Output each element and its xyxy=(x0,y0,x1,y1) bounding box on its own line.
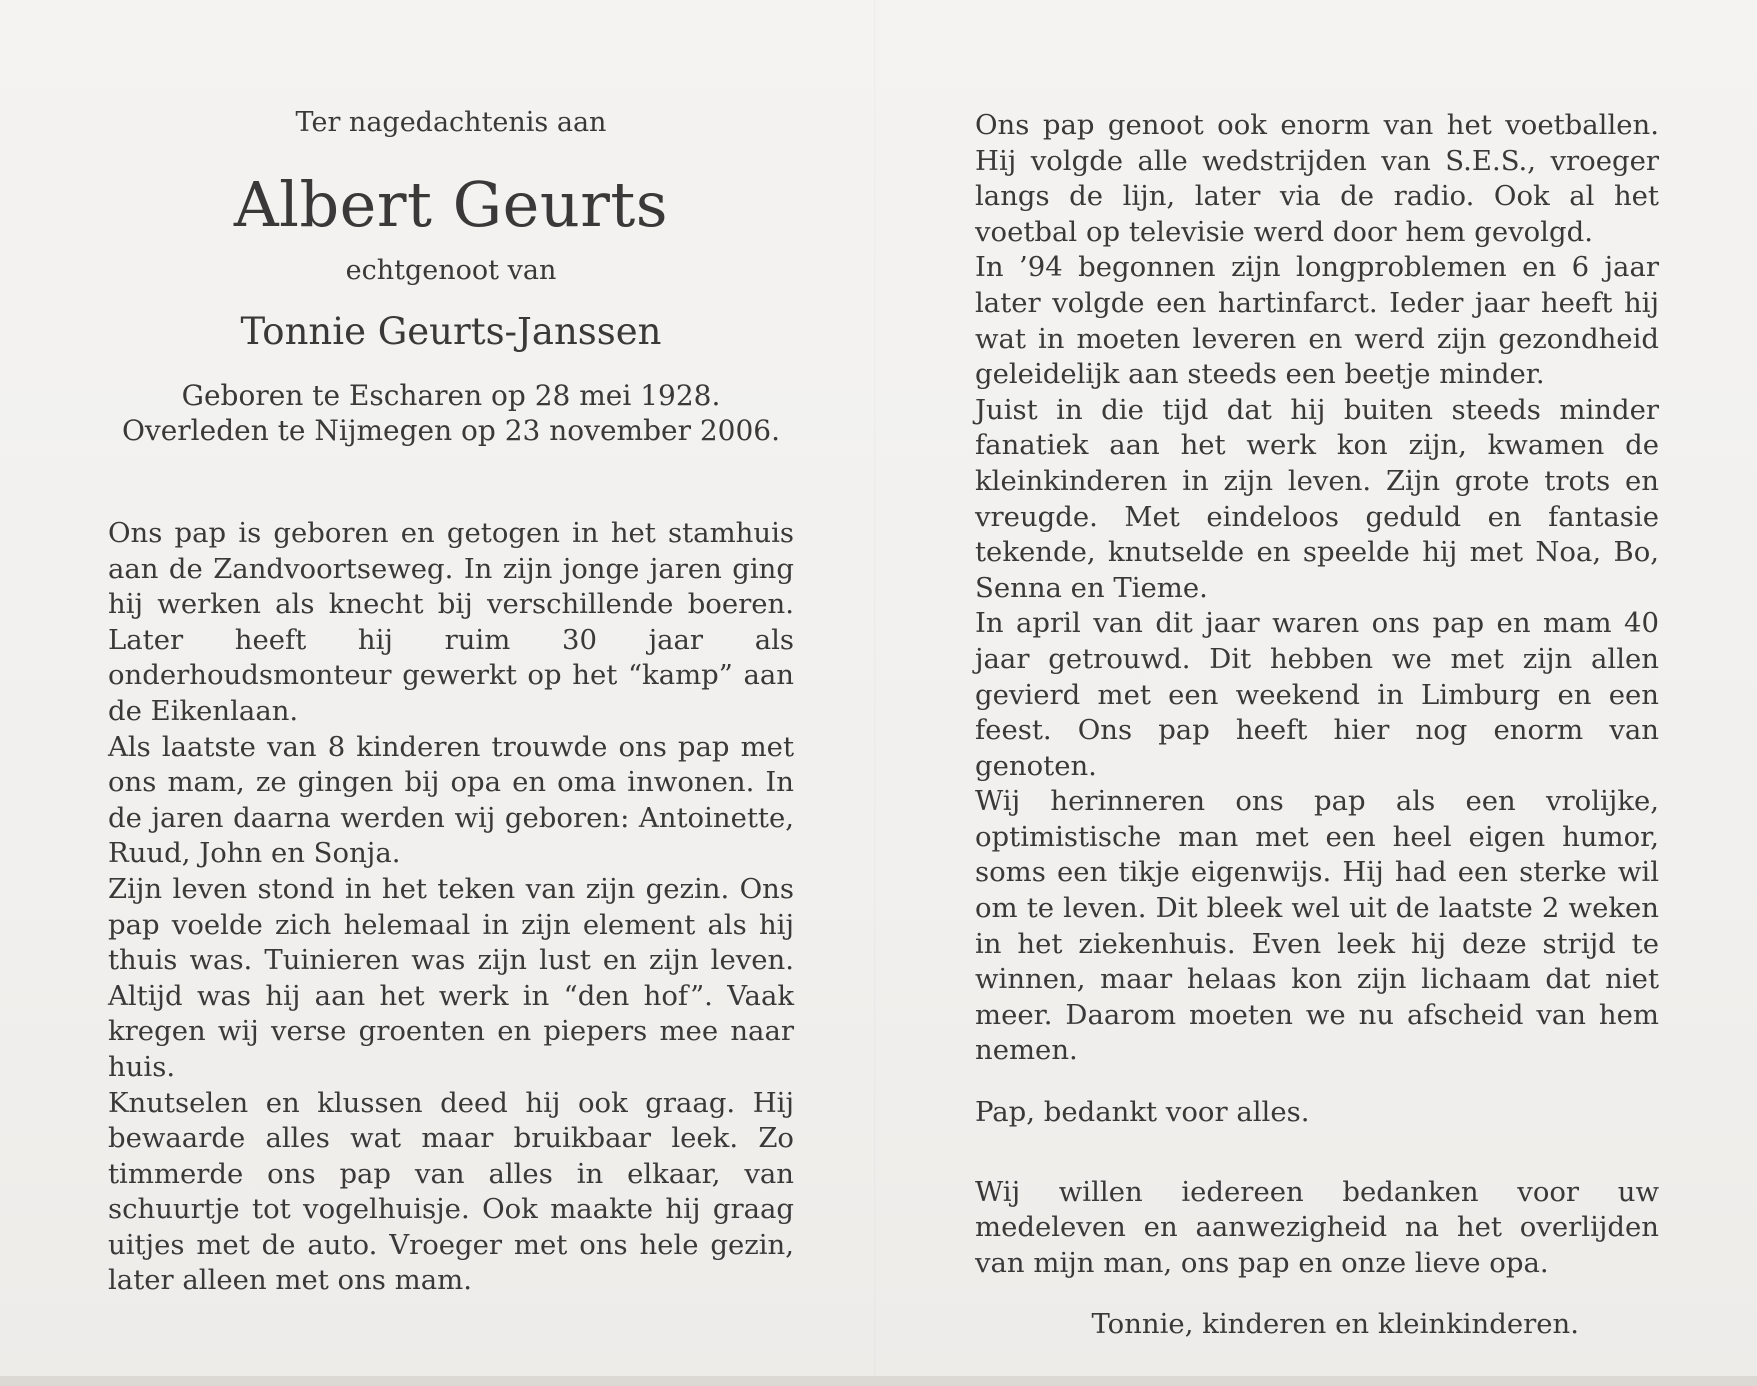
paragraph: Als laatste van 8 kinderen trouwde ons pap met ons mam, ze gingen bij opa en oma inwonen. In de jaren daarna werden wij geboren: Antoinette, Ruud, John en Sonja. xyxy=(108,730,794,870)
life-dates xyxy=(108,378,794,448)
right-page xyxy=(975,108,1659,1343)
spouse-name: Tonnie Geurts-Janssen xyxy=(240,310,662,353)
memorial-header xyxy=(108,106,794,448)
paragraph: Knutselen en klussen deed hij ook graag. Hij bewaarde alles wat maar bruikbaar leek. Zo timmerde ons pap van alles in elkaar, van schuurtje tot vogelhuisje. Ook maakte hij graag uitjes met de auto. Vroeger met ons hele gezin, later alleen met ons mam. xyxy=(108,1086,794,1297)
signature: Tonnie, kinderen en kleinkinderen. xyxy=(1091,1308,1579,1341)
death-line: Overleden te Nijmegen op 23 november 2006. xyxy=(121,414,781,447)
paragraph: Ons pap is geboren en getogen in het stamhuis aan de Zandvoortseweg. In zijn jonge jaren ging hij werken als knecht bij verschillende boeren. Later heeft hij ruim 30 jaar als onderhoudsmonteur gewerkt op het “kamp” aan de Eikenlaan. xyxy=(108,517,794,727)
deceased-name: Albert Geurts xyxy=(233,168,669,241)
card-fold xyxy=(874,0,876,1386)
left-body-text xyxy=(108,516,794,1299)
paragraph: Juist in die tijd dat hij buiten steeds minder fanatiek aan het werk kon zijn, kwamen de kleinkinderen in zijn leven. Zijn grote trots en vreugde. Met eindeloos geduld en fantasie tekende, knutselde en speelde hij met Noa, Bo, Senna en Tieme. xyxy=(975,393,1659,604)
intro-text: Ter nagedachtenis aan xyxy=(295,107,607,138)
acknowledgement-text: Wij willen iedereen bedanken voor uw medeleven en aanwezigheid na het overlijden van mijn man, ons pap en onze lieve opa. xyxy=(975,1175,1659,1279)
paragraph: In april van dit jaar waren ons pap en mam 40 jaar getrouwd. Dit hebben we met zijn allen gevierd met een weekend in Limburg en een feest. Ons pap heeft hier nog enorm van genoten. xyxy=(975,607,1659,782)
card-bottom-edge xyxy=(0,1376,1757,1386)
paragraph: Wij herinneren ons pap als een vrolijke, optimistische man met een heel eigen humor, soms een tikje eigenwijs. Hij had een sterke wil om te leven. Dit bleek wel uit de laatste 2 weken in het ziekenhuis. Even leek hij deze strijd te winnen, maar helaas kon zijn lichaam dat niet meer. Daarom moeten we nu afscheid van hem nemen. xyxy=(975,785,1659,1067)
thanks-line: Pap, bedankt voor alles. xyxy=(975,1096,1310,1129)
birth-line: Geboren te Escharen op 28 mei 1928. xyxy=(181,379,721,412)
right-body-text xyxy=(975,108,1659,1281)
left-page xyxy=(108,106,794,1299)
paragraph: In ’94 begonnen zijn longproblemen en 6 jaar later volgde een hartinfarct. Ieder jaar heeft hij wat in moeten leveren en werd zijn gezondheid geleidelijk aan steeds een beetje minder. xyxy=(975,251,1659,391)
paragraph: Ons pap genoot ook enorm van het voetballen. Hij volgde alle wedstrijden van S.E.S., vroeger langs de lijn, later via de radio. Ook al het voetbal op televisie werd door hem gevolgd. xyxy=(975,109,1659,248)
paragraph: Zijn leven stond in het teken van zijn gezin. Ons pap voelde zich helemaal in zijn element als hij thuis was. Tuinieren was zijn lust en zijn leven. Altijd was hij aan het werk in “den hof”. Vaak kregen wij verse groenten en piepers mee naar huis. xyxy=(108,872,794,1083)
spouse-intro: echtgenoot van xyxy=(345,255,557,286)
